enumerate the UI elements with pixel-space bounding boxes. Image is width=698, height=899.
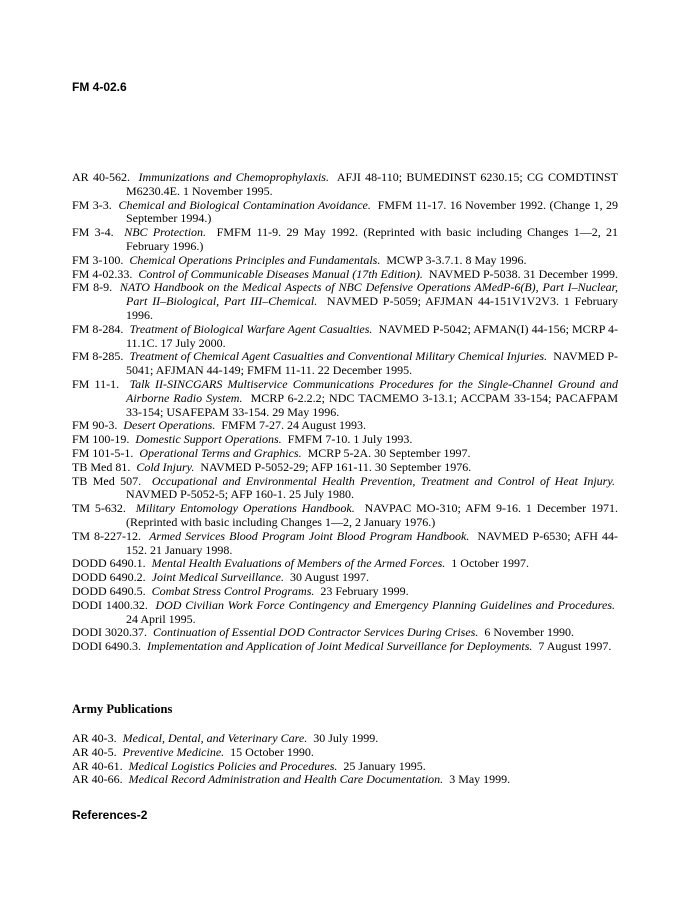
reference-details: AFJI 48-110; BUMEDINST 6230.15; CG COMDTINST M6230.4E. 1 November 1995. (126, 170, 618, 198)
reference-details: NAVMED P-5052-5; AFP 160-1. 25 July 1980. (126, 487, 355, 502)
reference-entry (72, 254, 618, 268)
reference-details: 3 May 1999. (449, 772, 511, 787)
reference-entry (72, 171, 618, 199)
reference-entry (72, 626, 618, 640)
reference-code: DODI 3020.37. (72, 625, 147, 640)
reference-code: TB Med 507. (72, 473, 142, 488)
reference-code: FM 3-100. (72, 252, 124, 267)
reference-code: AR 40-61. (72, 758, 123, 773)
reference-code: TM 5-632. (72, 501, 126, 516)
reference-entry (72, 475, 618, 503)
reference-code: DODD 6490.1. (72, 556, 146, 571)
army-publications-list (72, 732, 618, 787)
reference-code: AR 40-66. (72, 772, 123, 787)
reference-details: FMFM 11-17. 16 November 1992. (Change 1, 29 September 1994.) (126, 197, 619, 226)
reference-code: FM 101-5-1. (72, 445, 134, 460)
reference-entry (72, 773, 618, 787)
reference-entry (72, 599, 618, 627)
reference-details: NAVMED P-5042; AFMAN(I) 44-156; MCRP 4-11.1C. 17 July 2000. (126, 321, 618, 350)
reference-code: FM 100-19. (72, 432, 130, 447)
reference-details: MCRP 6-2.2.2; NDC TACMEMO 3-13.1; ACCPAM 33-154; PACAFPAM 33-154; USAFEPAM 33-154. 29 May 1996. (126, 390, 618, 419)
reference-details: 15 October 1990. (230, 744, 314, 759)
reference-entry (72, 350, 618, 378)
reference-code: DODD 6490.2. (72, 570, 146, 585)
reference-title: Preventive Medicine. (122, 744, 225, 759)
reference-details: 25 January 1995. (343, 758, 426, 773)
reference-title: Domestic Support Operations. (135, 432, 282, 447)
reference-entry (72, 502, 618, 530)
reference-code: FM 3-3. (72, 197, 112, 212)
reference-code: TM 8-227-12. (72, 528, 142, 543)
reference-entry (72, 419, 618, 433)
reference-code: TB Med 81. (72, 459, 131, 474)
reference-title: NBC Protection. (124, 225, 207, 240)
reference-code: AR 40-5. (72, 744, 117, 759)
reference-entry (72, 281, 618, 322)
reference-title: Military Entomology Operations Handbook. (135, 501, 355, 516)
reference-title: Cold Injury. (136, 459, 195, 474)
reference-details: NAVMED P-5052-29; AFP 161-11. 30 September 1976. (200, 459, 472, 474)
reference-title: Treatment of Biological Warfare Agent Casualties. (129, 321, 373, 336)
reference-details: NAVMED P-6530; AFH 44-152. 21 January 1998. (126, 528, 618, 557)
reference-details: MCRP 5-2A. 30 September 1997. (307, 445, 471, 460)
reference-entry (72, 640, 618, 654)
reference-details: 7 August 1997. (538, 639, 612, 654)
reference-code: FM 8-9. (72, 280, 113, 295)
reference-code: FM 11-1. (72, 376, 120, 391)
reference-title: DOD Civilian Work Force Contingency and Emergency Planning Guidelines and Procedures. (155, 597, 616, 612)
reference-title: Mental Health Evaluations of Members of the Armed Forces. (151, 556, 446, 571)
reference-code: AR 40-3. (72, 731, 117, 745)
reference-details: NAVPAC MO-310; AFM 9-16. 1 December 1971. (Reprinted with basic including Changes 1—2, 2 January 1976.) (126, 501, 618, 529)
reference-entry (72, 571, 618, 585)
reference-entry (72, 378, 618, 419)
reference-title: Immunizations and Chemoprophylaxis. (138, 170, 329, 184)
reference-title: Medical Logistics Policies and Procedures. (128, 758, 338, 773)
reference-title: Talk II-SINCGARS Multiservice Communications Procedures for the Single-Channel Ground and Airborne Radio System. (126, 376, 619, 405)
reference-entry (72, 447, 618, 461)
reference-title: Occupational and Environmental Health Prevention, Treatment and Control of Heat Injury. (151, 473, 616, 488)
reference-title: Joint Medical Surveillance. (151, 570, 284, 585)
reference-entry (72, 585, 618, 599)
reference-entry (72, 226, 618, 254)
reference-entry (72, 530, 618, 558)
reference-details: 23 February 1999. (320, 583, 409, 598)
reference-code: DODD 6490.5. (72, 583, 146, 598)
reference-title: Medical, Dental, and Veterinary Care. (122, 731, 308, 745)
reference-details: 30 August 1997. (289, 570, 369, 585)
reference-title: Chemical and Biological Contamination Avoidance. (118, 197, 371, 212)
reference-title: Continuation of Essential DOD Contractor Services During Crises. (153, 625, 479, 640)
reference-code: FM 90-3. (72, 418, 118, 433)
reference-list (72, 171, 618, 654)
reference-details: 24 April 1995. (126, 611, 196, 626)
reference-code: FM 3-4. (72, 225, 114, 240)
reference-details: NAVMED P-5059; AFJMAN 44-151V1V2V3. 1 February 1996. (126, 294, 618, 322)
reference-title: Operational Terms and Graphics. (139, 445, 302, 460)
reference-details: FMFM 7-10. 1 July 1993. (287, 432, 413, 447)
reference-title: Chemical Operations Principles and Fundamentals. (129, 252, 381, 267)
reference-details: NAVMED P-5041; AFJMAN 44-149; FMFM 11-11. 22 December 1995. (126, 349, 619, 378)
reference-entry (72, 760, 618, 774)
reference-details: NAVMED P-5038. 31 December 1999. (428, 266, 618, 281)
reference-entry (72, 732, 618, 746)
reference-title: NATO Handbook on the Medical Aspects of NBC Defensive Operations AMedP-6(B), Part I–Nuclear, Part II–Biological, Part III–Chemical. (119, 280, 619, 309)
reference-title: Combat Stress Control Programs. (151, 583, 315, 598)
reference-details: FMFM 11-9. 29 May 1992. (Reprinted with basic including Changes 1—2, 21 February 1996.) (126, 225, 619, 253)
reference-entry (72, 433, 618, 447)
reference-details: FMFM 7-27. 24 August 1993. (221, 418, 367, 433)
reference-entry (72, 268, 618, 282)
reference-details: 30 July 1999. (313, 731, 379, 745)
reference-code: FM 4-02.33. (72, 266, 133, 281)
reference-code: DODI 6490.3. (72, 639, 141, 654)
reference-title: Desert Operations. (123, 418, 216, 433)
reference-title: Implementation and Application of Joint Medical Surveillance for Deployments. (147, 639, 533, 654)
reference-code: AR 40-562. (72, 170, 130, 184)
reference-code: FM 8-285. (72, 349, 124, 364)
reference-entry (72, 199, 618, 227)
reference-entry (72, 746, 618, 760)
reference-title: Treatment of Chemical Agent Casualties and Conventional Military Chemical Injuries. (129, 349, 548, 364)
reference-title: Armed Services Blood Program Joint Blood Program Handbook. (149, 528, 470, 543)
reference-code: FM 8-284. (72, 321, 124, 336)
reference-details: MCWP 3-3.7.1. 8 May 1996. (386, 252, 527, 267)
running-header: FM 4-02.6 (72, 80, 127, 94)
section-heading-army-publications: Army Publications (72, 702, 173, 716)
reference-title: Medical Record Administration and Health Care Documentation. (128, 772, 444, 787)
reference-title: Control of Communicable Diseases Manual (17th Edition). (138, 266, 423, 281)
page-footer: References-2 (72, 808, 148, 822)
reference-entry (72, 557, 618, 571)
reference-code: DODI 1400.32. (72, 597, 148, 612)
reference-details: 1 October 1997. (451, 556, 529, 571)
reference-entry (72, 323, 618, 351)
reference-entry (72, 461, 618, 475)
reference-details: 6 November 1990. (484, 625, 574, 640)
